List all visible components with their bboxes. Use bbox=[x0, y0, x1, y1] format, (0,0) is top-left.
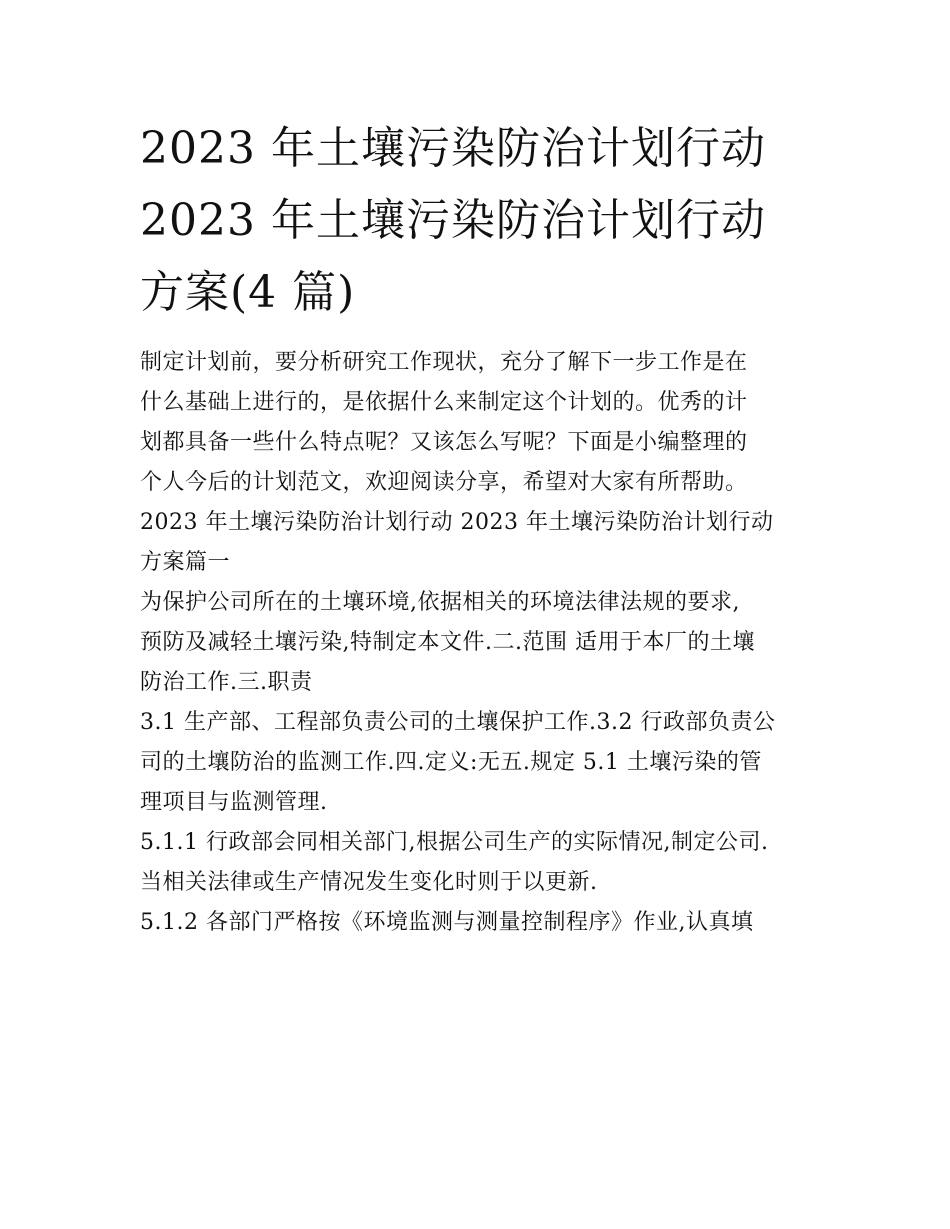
text-line: 划都具备一些什么特点呢？又该怎么写呢？下面是小编整理的 bbox=[140, 430, 748, 455]
text-line: 3.1 生产部、工程部负责公司的土壤保护工作.3.2 行政部负责公 bbox=[140, 710, 776, 735]
text-line: 预防及减轻土壤污染,特制定本文件.二.范围 适用于本厂的土壤 bbox=[140, 630, 755, 655]
text-line: 5.1.2 各部门严格按《环境监测与测量控制程序》作业,认真填 bbox=[140, 910, 754, 935]
intro-paragraph bbox=[140, 343, 812, 503]
text-line: 2023 年土壤污染防治计划行动 2023 年土壤污染防治计划行动 bbox=[140, 510, 774, 535]
text-line: 司的土壤防治的监测工作.四.定义:无五.规定 5.1 土壤污染的管 bbox=[140, 750, 762, 775]
title-line: 2023 年土壤污染防治计划行动 bbox=[140, 123, 766, 174]
text-line: 什么基础上进行的，是依据什么来制定这个计划的。优秀的计 bbox=[140, 390, 748, 415]
clause-5-1-1-paragraph bbox=[140, 823, 812, 903]
text-line: 方案篇一 bbox=[140, 550, 231, 575]
purpose-paragraph bbox=[140, 583, 812, 703]
text-line: 5.1.1 行政部会同相关部门,根据公司生产的实际情况,制定公司. bbox=[140, 830, 769, 855]
text-line: 为保护公司所在的土壤环境,依据相关的环境法律法规的要求, bbox=[140, 590, 740, 615]
document-title bbox=[140, 113, 812, 329]
document-body bbox=[140, 343, 812, 943]
section-heading bbox=[140, 503, 812, 583]
clause-5-1-2-paragraph bbox=[140, 903, 812, 943]
text-line: 防治工作.三.职责 bbox=[140, 670, 313, 695]
title-line: 方案(4 篇) bbox=[140, 267, 356, 318]
text-line: 制定计划前，要分析研究工作现状，充分了解下一步工作是在 bbox=[140, 350, 748, 375]
text-line: 当相关法律或生产情况发生变化时则于以更新. bbox=[140, 870, 598, 895]
document-page bbox=[140, 113, 812, 943]
responsibility-paragraph bbox=[140, 703, 812, 823]
text-line: 个人今后的计划范文，欢迎阅读分享，希望对大家有所帮助。 bbox=[140, 470, 748, 495]
text-line: 理项目与监测管理. bbox=[140, 790, 328, 815]
title-line: 2023 年土壤污染防治计划行动 bbox=[140, 195, 766, 246]
